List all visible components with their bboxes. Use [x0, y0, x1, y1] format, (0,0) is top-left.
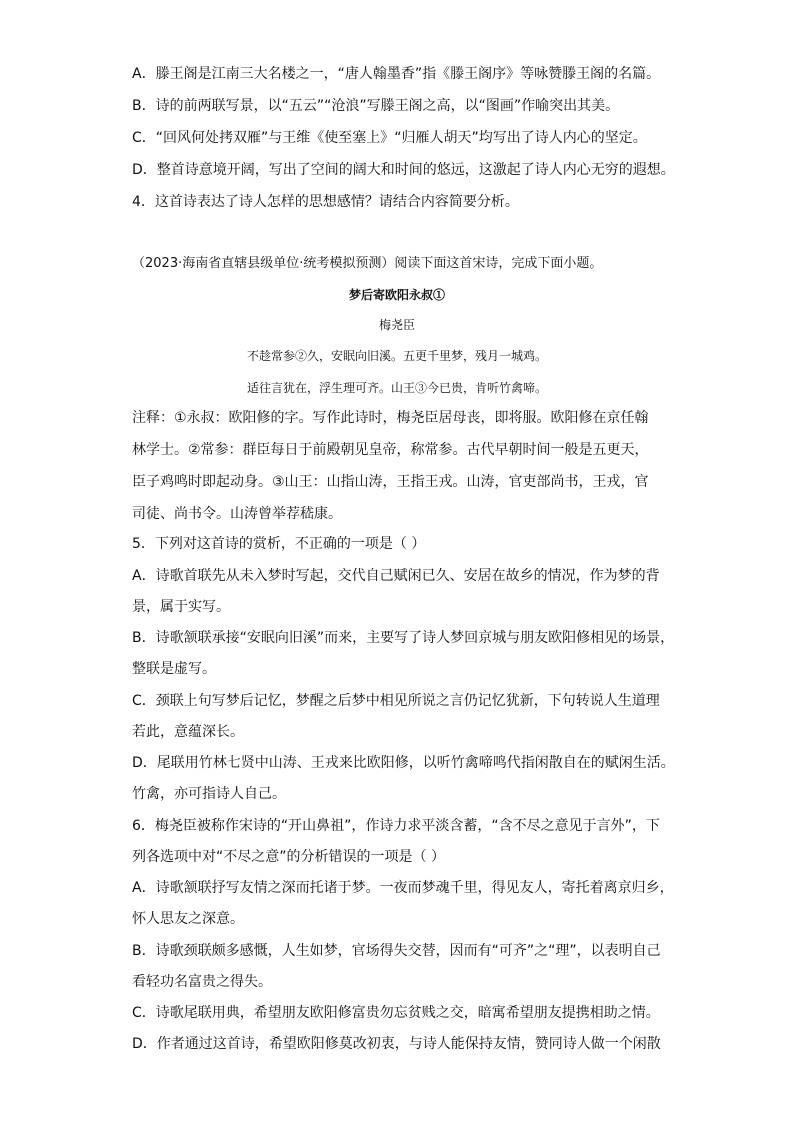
- q6-option-a-1: A．诗歌颔联抒写友情之深而托诸于梦。一夜而梦魂千里，得见友人，寄托着离京归乡，: [132, 880, 674, 896]
- q5-option-b-2: 整联是虚写。: [132, 661, 216, 677]
- prev-option-c: C．“回风何处拷双雁”与王维《使至塞上》“归雁人胡天”均写出了诗人内心的坚定。: [132, 130, 647, 146]
- q5-option-d-1: D．尾联用竹林七贤中山涛、王戎来比欧阳修，以听竹禽啼鸣代指闲散自在的赋闲生活。: [132, 755, 675, 771]
- q6-option-d-1: D．作者通过这首诗，希望欧阳修莫改初衷，与诗人能保持友情，赞同诗人做一个闲散: [132, 1036, 661, 1052]
- notes-line-1: 注释：①永叔：欧阳修的字。写作此诗时，梅尧臣居母丧，即将服。欧阳修在京任翰: [132, 410, 649, 426]
- question-6-stem-1: 6．梅尧臣被称作宋诗的“开山鼻祖”，作诗力求平淡含蓄，“含不尽之意见于言外”，下: [132, 818, 660, 834]
- q6-option-b-1: B．诗歌颈联颇多感慨，人生如梦，官场得失交替，因而有“可齐”之“理”，以表明自己: [132, 943, 661, 959]
- q6-option-b-2: 看轻功名富贵之得失。: [132, 974, 272, 990]
- prev-option-d: D．整首诗意境开阔，写出了空间的阔大和时间的悠远，这激起了诗人内心无穷的遐想。: [132, 162, 675, 178]
- notes-line-2: 林学士。②常参：群臣每日于前殿朝见皇帝，称常参。古代早朝时间一般是五更天，: [132, 442, 649, 458]
- poem-author: 梅尧臣: [378, 318, 415, 332]
- notes-line-4: 司徒、尚书令。山涛曾举荐嵇康。: [132, 506, 342, 522]
- poem-line-2: 适往言犹在，浮生理可齐。山王③今已贵，肯听竹禽啼。: [246, 381, 547, 395]
- q5-option-d-2: 竹禽，亦可指诗人自己。: [132, 786, 286, 802]
- prev-option-a: A．滕王阁是江南三大名楼之一，“唐人翰墨香”指《滕王阁序》等咏赞滕王阁的名篇。: [132, 66, 661, 82]
- q5-option-a-1: A．诗歌首联先从未入梦时写起，交代自己赋闲已久、安居在故乡的情况，作为梦的背: [132, 568, 660, 584]
- prev-option-b: B．诗的前两联写景，以“五云”“沧浪”写滕王阁之高，以“图画”作喻突出其美。: [132, 98, 620, 114]
- question-5-stem: 5．下列对这首诗的赏析，不正确的一项是（ ）: [132, 536, 426, 552]
- poem-title: 梦后寄欧阳永叔①: [348, 288, 445, 302]
- q6-option-c-1: C．诗歌尾联用典，希望朋友欧阳修富贵勿忘贫贱之交，暗寓希望朋友提携相助之情。: [132, 1005, 660, 1021]
- source-note: （2023·海南省直辖县级单位·统考模拟预测）阅读下面这首宋诗，完成下面小题。: [132, 256, 603, 271]
- poem-line-1: 不趁常参②久，安眠向旧溪。五更千里梦，残月一城鸡。: [246, 349, 547, 363]
- notes-line-3: 臣子鸡鸣时即起动身。③山王：山指山涛，王指王戎。山涛，官吏部尚书，王戎，官: [132, 474, 649, 490]
- question-6-stem-2: 列各选项中对“不尽之意”的分析错误的一项是（ ）: [132, 849, 445, 865]
- question-4: 4．这首诗表达了诗人怎样的思想感情？请结合内容简要分析。: [132, 194, 519, 210]
- q5-option-c-1: C．颈联上句写梦后记忆，梦醒之后梦中相见所说之言仍记忆犹新，下句转说人生道理: [132, 693, 660, 709]
- q5-option-b-1: B．诗歌颔联承接“安眠向旧溪”而来，主要写了诗人梦回京城与朋友欧阳修相见的场景，: [132, 630, 675, 646]
- q5-option-c-2: 若此，意蕴深长。: [132, 724, 244, 740]
- q5-option-a-2: 景，属于实写。: [132, 599, 230, 615]
- q6-option-a-2: 怀人思友之深意。: [132, 911, 244, 927]
